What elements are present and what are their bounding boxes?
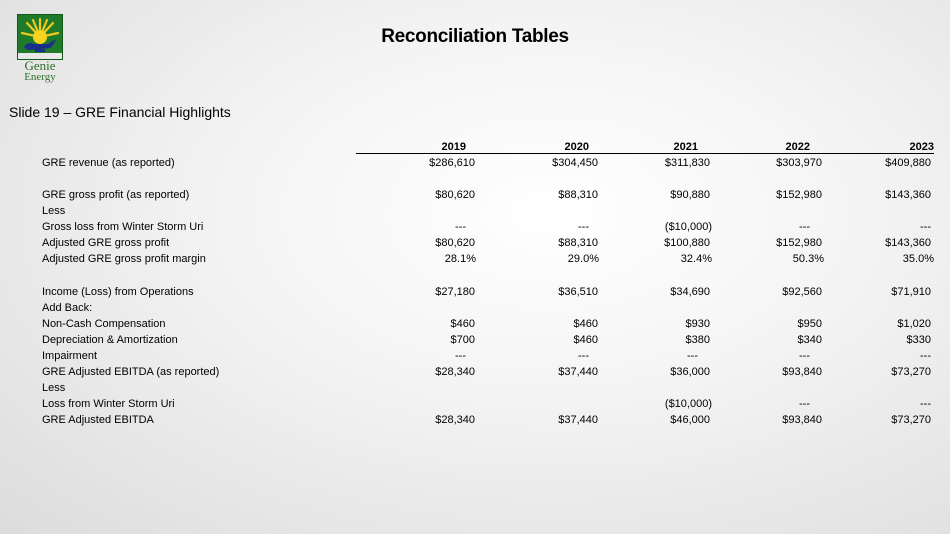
row-value: --- [920, 350, 931, 362]
row-value: --- [799, 350, 810, 362]
year-header: 2022 [785, 141, 810, 153]
row-value: $73,270 [891, 366, 931, 378]
row-value: --- [799, 398, 810, 410]
row-value: $100,880 [664, 237, 710, 249]
genie-energy-logo [17, 14, 63, 84]
row-value: $143,360 [885, 189, 931, 201]
row-value: --- [687, 350, 698, 362]
year-header: 2020 [564, 141, 589, 153]
row-label: GRE Adjusted EBITDA (as reported) [42, 366, 220, 378]
row-label: Add Back: [42, 302, 93, 314]
row-value: $36,000 [670, 366, 710, 378]
row-value: $88,310 [558, 189, 598, 201]
row-value: $92,560 [782, 286, 822, 298]
row-value: $28,340 [435, 414, 475, 426]
row-value: $28,340 [435, 366, 475, 378]
row-label: Less [42, 205, 66, 217]
row-label: Adjusted GRE gross profit margin [42, 253, 206, 265]
row-value: $460 [573, 318, 598, 330]
header-rule [356, 153, 934, 154]
row-value: $71,910 [891, 286, 931, 298]
row-value: $152,980 [776, 237, 822, 249]
row-value: --- [799, 221, 810, 233]
row-value: $460 [573, 334, 598, 346]
row-value: $73,270 [891, 414, 931, 426]
row-value: ($10,000) [664, 221, 712, 233]
row-value: --- [578, 350, 589, 362]
row-value: $330 [906, 334, 931, 346]
year-header: 2021 [673, 141, 698, 153]
row-value: $340 [797, 334, 822, 346]
row-value: $143,360 [885, 237, 931, 249]
row-value: $950 [797, 318, 822, 330]
year-header: 2023 [909, 141, 934, 153]
row-value: $93,840 [782, 366, 822, 378]
row-value: $286,610 [429, 157, 475, 169]
row-value: --- [455, 350, 466, 362]
row-value: $700 [450, 334, 475, 346]
row-value: 32.4% [680, 253, 712, 265]
row-value: $380 [685, 334, 710, 346]
row-value: 29.0% [567, 253, 599, 265]
row-value: $37,440 [558, 366, 598, 378]
page-title: Reconciliation Tables [381, 26, 569, 47]
row-value: --- [455, 221, 466, 233]
row-value: $930 [685, 318, 710, 330]
row-value: 50.3% [792, 253, 824, 265]
row-value: $303,970 [776, 157, 822, 169]
row-label: GRE Adjusted EBITDA [42, 414, 154, 426]
row-value: $409,880 [885, 157, 931, 169]
row-value: $34,690 [670, 286, 710, 298]
row-value: --- [920, 398, 931, 410]
row-value: ($10,000) [664, 398, 712, 410]
row-label: GRE gross profit (as reported) [42, 189, 190, 201]
row-label: Income (Loss) from Operations [42, 286, 194, 298]
row-value: $80,620 [435, 237, 475, 249]
row-label: Depreciation & Amortization [42, 334, 178, 346]
row-value: $311,830 [664, 157, 710, 169]
row-value: $460 [450, 318, 475, 330]
row-label: Adjusted GRE gross profit [42, 237, 170, 249]
row-value: $1,020 [897, 318, 931, 330]
logo-text-genie: Genie [24, 58, 56, 73]
row-value: $27,180 [435, 286, 475, 298]
row-value: 28.1% [444, 253, 476, 265]
row-value: --- [578, 221, 589, 233]
row-value: $37,440 [558, 414, 598, 426]
row-value: 35.0% [902, 253, 934, 265]
row-value: $80,620 [435, 189, 475, 201]
row-label: Loss from Winter Storm Uri [42, 398, 175, 410]
row-label: Impairment [42, 350, 98, 362]
logo-text-energy: Energy [24, 71, 56, 83]
row-value: $88,310 [558, 237, 598, 249]
year-header: 2019 [441, 141, 466, 153]
row-value: $46,000 [670, 414, 710, 426]
row-value: $93,840 [782, 414, 822, 426]
row-value: $90,880 [670, 189, 710, 201]
row-label: Non-Cash Compensation [42, 318, 166, 330]
slide-subtitle: Slide 19 – GRE Financial Highlights [9, 104, 231, 120]
row-value: $36,510 [558, 286, 598, 298]
row-value: $152,980 [776, 189, 822, 201]
row-value: --- [920, 221, 931, 233]
row-label: Less [42, 382, 66, 394]
row-label: Gross loss from Winter Storm Uri [42, 221, 204, 233]
row-value: $304,450 [552, 157, 598, 169]
row-label: GRE revenue (as reported) [42, 157, 175, 169]
